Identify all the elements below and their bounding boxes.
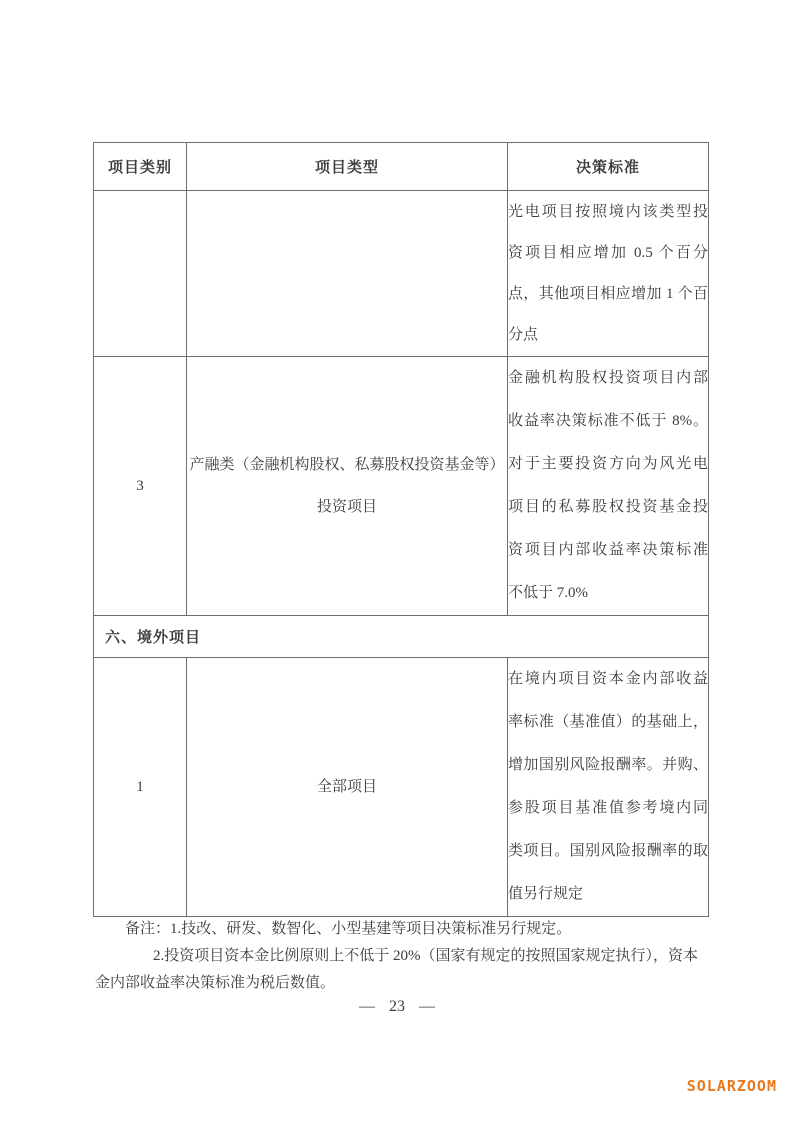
table-row <box>94 357 709 616</box>
section-row-overseas-projects <box>94 616 709 658</box>
table-row <box>94 191 709 357</box>
cell-category-empty <box>94 191 187 357</box>
note-line: 2.投资项目资本金比例原则上不低于 20%（国家有规定的按照国家规定执行），资本 <box>153 948 698 964</box>
col-header-project-category: 项目类别 <box>94 143 187 191</box>
standard-text: 在境内项目资本金内部收益 率标准（基准值）的基础上， 增加国别风险报酬率。并购、 参股项目基准值参考境内同 类项目。国别风险报酬率的取 值另行规定 <box>508 671 708 902</box>
cell-standard <box>508 191 709 357</box>
watermark-solarzoom: SOLARZOOM <box>686 1077 777 1095</box>
note-line: 备注：1.技改、研发、数智化、小型基建等项目决策标准另行规定。 <box>125 921 572 937</box>
page-number: — 23 — <box>359 998 435 1015</box>
cell-category: 1 <box>94 658 187 917</box>
table-header-row <box>94 143 709 191</box>
note-line: 金内部收益率决策标准为税后数值。 <box>95 975 336 991</box>
col-header-decision-standard: 决策标准 <box>508 143 709 191</box>
notes-block <box>95 916 713 997</box>
section-label: 六、境外项目 <box>94 616 709 658</box>
cell-standard <box>508 658 709 917</box>
standard-text: 金融机构股权投资项目内部 收益率决策标准不低于 8%。 对于主要投资方向为风光电 项目的私募股权投资基金投 资项目内部收益率决策标准 不低于 7.0% <box>508 370 708 601</box>
cell-type <box>187 357 508 616</box>
type-text: 产融类（金融机构股权、私募股权投资基金等） 投资项目 <box>189 457 505 515</box>
type-text: 全部项目 <box>316 779 377 795</box>
col-header-project-type: 项目类型 <box>187 143 508 191</box>
table-row <box>94 658 709 917</box>
cell-type-empty <box>187 191 508 357</box>
cell-standard <box>508 357 709 616</box>
cell-type <box>187 658 508 917</box>
standard-text: 光电项目按照境内该类型投 资项目相应增加 0.5 个百分 点，其他项目相应增加 1 个百 分点 <box>508 203 708 343</box>
cell-category: 3 <box>94 357 187 616</box>
decision-standards-table <box>93 142 709 917</box>
